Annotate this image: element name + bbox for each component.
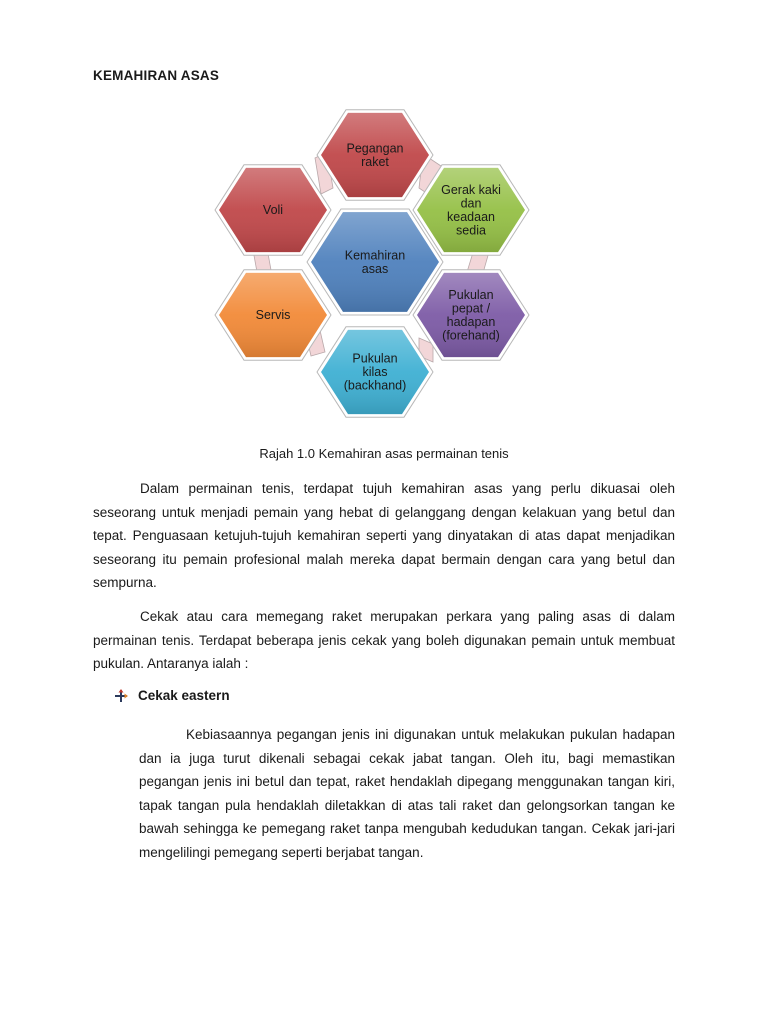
hex-pukulan-kilas bbox=[317, 327, 433, 417]
bullet-label: Cekak eastern bbox=[138, 688, 230, 703]
hex-pukulan-kilas-label: (backhand) bbox=[343, 378, 407, 393]
arrow-bullet-icon bbox=[114, 689, 128, 703]
paragraph-1 bbox=[93, 477, 675, 595]
figure-caption: Rajah 1.0 Kemahiran asas permainan tenis bbox=[259, 446, 509, 461]
hex-gerak-label: sedia bbox=[456, 223, 486, 238]
hex-center-label: asas bbox=[361, 261, 389, 276]
hex-pukulan-pepat-label: pepat / bbox=[451, 301, 491, 316]
hex-voli-label: Voli bbox=[262, 203, 284, 217]
hex-servis-label: Servis bbox=[255, 308, 291, 322]
paragraph-1-text: Dalam permainan tenis, terdapat tujuh kemahiran asas yang perlu dikuasai oleh seseorang untuk menjadi pemain yang hebat di gelanggang dengan kelakuan yang betul dan tepat. Penguasaan ketujuh-tujuh kemahiran seperti yang dinyatakan di atas dapat menjadikan seseorang itu pemain profesional malah mereka dapat bermain dengan cara yang betul dan sempurna. bbox=[93, 481, 675, 590]
skills-hexagon-diagram bbox=[205, 100, 545, 430]
hex-pukulan-pepat-label: Pukulan bbox=[448, 287, 494, 302]
diagram-svg bbox=[205, 100, 545, 430]
hex-pukulan-kilas-label: kilas bbox=[362, 365, 388, 379]
bullet-item bbox=[114, 688, 230, 703]
paragraph-2 bbox=[93, 605, 675, 676]
hex-center-label: Kemahiran bbox=[344, 248, 406, 263]
hex-gerak-label: Gerak kaki bbox=[441, 182, 501, 197]
hex-pukulan-pepat-label: hadapan bbox=[446, 314, 496, 329]
hex-pegangan bbox=[317, 110, 433, 200]
page-heading: KEMAHIRAN ASAS bbox=[93, 68, 220, 83]
paragraph-2-text: Cekak atau cara memegang raket merupakan perkara yang paling asas di dalam permainan tenis. Terdapat beberapa jenis cekak yang boleh digunakan pemain untuk membuat pukulan. Antaranya ialah : bbox=[93, 609, 675, 671]
paragraph-3 bbox=[139, 723, 675, 864]
hex-gerak-label: dan bbox=[460, 196, 482, 211]
hex-pegangan-label: Pegangan bbox=[346, 141, 404, 156]
hex-pukulan-pepat-label: (forehand) bbox=[442, 328, 500, 343]
hex-voli bbox=[215, 165, 331, 255]
hex-gerak-label: keadaan bbox=[447, 209, 495, 224]
paragraph-3-text: Kebiasaannya pegangan jenis ini digunakan untuk melakukan pukulan hadapan dan ia juga turut dikenali sebagai cekak jabat tangan. Oleh itu, bagi memastikan pegangan jenis ini betul dan tepat, raket hendaklah dipegang menggunakan tangan kiri, tapak tangan pula hendaklah diletakkan di atas tali raket dan gelongsorkan tangan ke bawah sehingga ke pemegang raket tanpa mengubah kedudukan tangan. Cekak jari-jari mengelilingi pemegang seperti berjabat tangan. bbox=[139, 727, 675, 860]
hex-pukulan-kilas-label: Pukulan bbox=[352, 351, 398, 366]
hex-pegangan-label: raket bbox=[361, 154, 389, 169]
